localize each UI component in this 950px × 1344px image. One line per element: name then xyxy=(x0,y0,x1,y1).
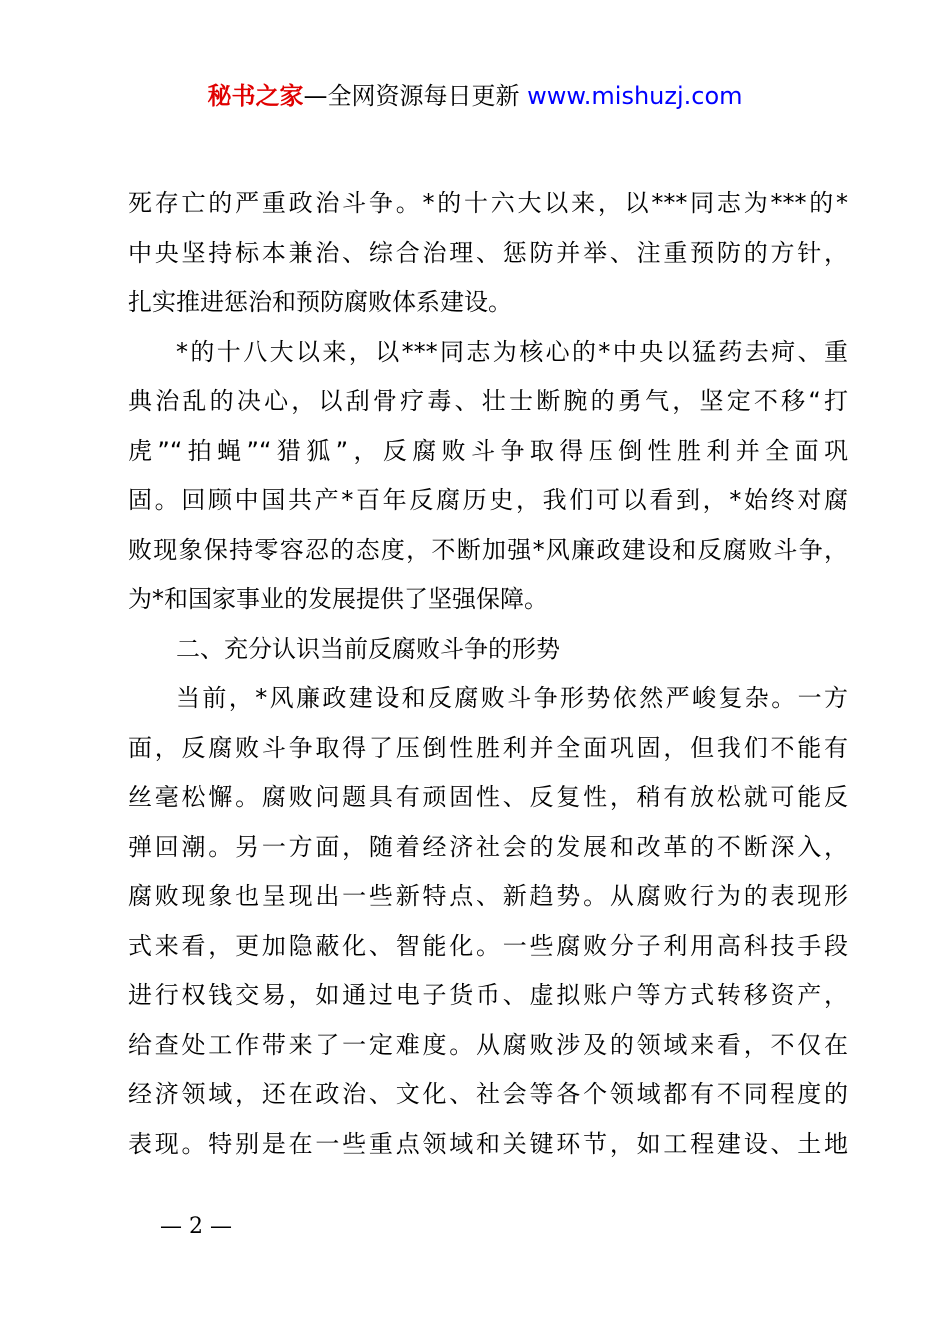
document-body xyxy=(128,179,848,1169)
site-brand: 秘书之家 xyxy=(207,82,304,110)
text-line: 虎”“拍蝇”“猎狐”，反腐败斗争取得压倒性胜利并全面巩 xyxy=(128,436,848,465)
site-url-link[interactable]: www.mishuzj.com xyxy=(527,82,743,110)
text-line: 面，反腐败斗争取得了压倒性胜利并全面巩固，但我们不能有 xyxy=(128,733,848,762)
text-line: 固。回顾中国共产*百年反腐历史，我们可以看到，*始终对腐 xyxy=(128,486,848,514)
site-header xyxy=(0,80,950,112)
text-line: 腐败现象也呈现出一些新特点、新趋势。从腐败行为的表现形 xyxy=(128,882,848,910)
text-line: 表现。特别是在一些重点领域和关键环节，如工程建设、土地 xyxy=(128,1129,848,1158)
paragraph-first-line: 当前，*风廉政建设和反腐败斗争形势依然严峻复杂。一方 xyxy=(176,684,848,712)
text-line: 死存亡的严重政治斗争。*的十六大以来，以***同志为***的* xyxy=(128,189,848,217)
text-line: 弹回潮。另一方面，随着经济社会的发展和改革的不断深入， xyxy=(128,832,848,861)
text-line: 丝毫松懈。腐败问题具有顽固性、反复性，稍有放松就可能反 xyxy=(128,783,848,811)
section-heading: 二、充分认识当前反腐败斗争的形势 xyxy=(176,634,560,663)
text-line: 中央坚持标本兼治、综合治理、惩防并举、注重预防的方针， xyxy=(128,238,848,267)
text-line: 败现象保持零容忍的态度，不断加强*风廉政建设和反腐败斗争， xyxy=(128,535,848,564)
text-line: 典治乱的决心，以刮骨疗毒、壮士断腕的勇气，坚定不移“打 xyxy=(128,387,848,415)
text-line: 式来看，更加隐蔽化、智能化。一些腐败分子利用高科技手段 xyxy=(128,931,848,960)
text-line: 扎实推进惩治和预防腐败体系建设。 xyxy=(128,288,512,316)
text-line: 进行权钱交易，如通过电子货币、虚拟账户等方式转移资产， xyxy=(128,981,848,1009)
page-number: — 2 — xyxy=(160,1214,232,1239)
text-line: 为*和国家事业的发展提供了坚强保障。 xyxy=(128,585,548,613)
paragraph-first-line: *的十八大以来，以***同志为核心的*中央以猛药去疴、重 xyxy=(176,337,848,366)
site-slogan: —全网资源每日更新 xyxy=(303,82,520,110)
text-line: 经济领域，还在政治、文化、社会等各个领域都有不同程度的 xyxy=(128,1080,848,1108)
text-line: 给查处工作带来了一定难度。从腐败涉及的领域来看，不仅在 xyxy=(128,1030,848,1059)
